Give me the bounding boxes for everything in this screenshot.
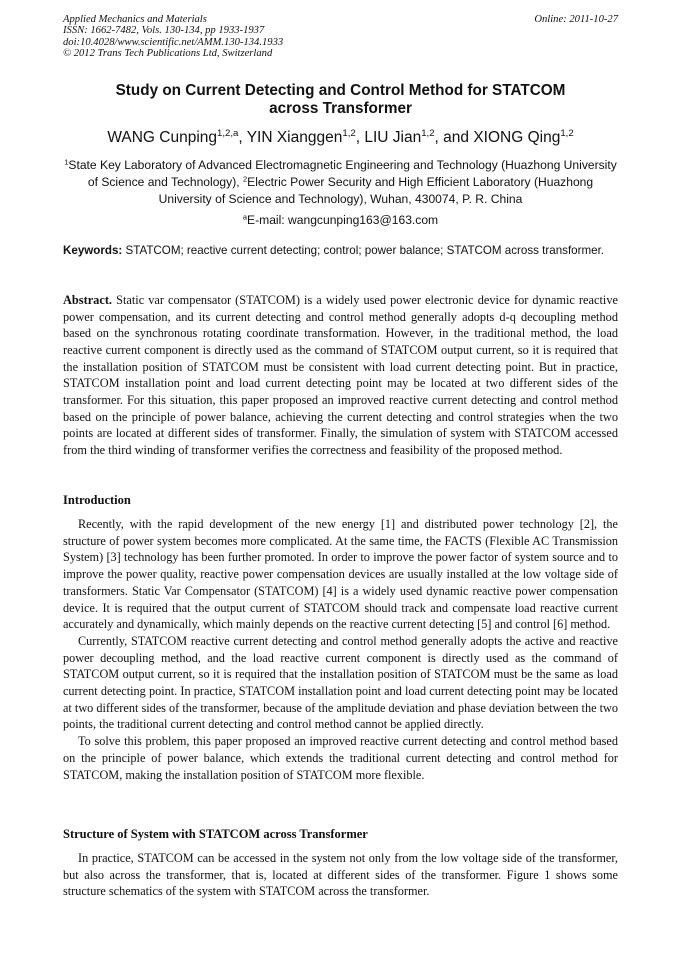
issn-line: ISSN: 1662-7482, Vols. 130-134, pp 1933-1937 (63, 25, 265, 37)
author-separator: , (238, 129, 247, 146)
keywords-label: Keywords: (63, 244, 123, 257)
author-name: LIU Jian (364, 129, 422, 146)
keywords-text: STATCOM; reactive current detecting; control; power balance; STATCOM across transformer. (125, 244, 605, 257)
author-name: XIONG Qing (473, 129, 561, 146)
title-line-2: across Transformer (269, 100, 412, 117)
author-affiliation-mark: 1,2,a (217, 128, 239, 140)
author-list (63, 128, 618, 148)
journal-name: Applied Mechanics and Materials (63, 14, 207, 25)
affiliation-mark-2: 2 (242, 174, 248, 184)
paper-title (63, 82, 618, 118)
abstract-label: Abstract. (63, 293, 113, 307)
paragraph: To solve this problem, this paper proposed an improved reactive current detecting and control method based on the principle of power balance, which extends the traditional current detecting and control method for STATCOM, making the installation position of STATCOM more flexible. (63, 734, 618, 782)
author-separator: , (355, 129, 365, 146)
title-line-1: Study on Current Detecting and Control Method for STATCOM (115, 82, 566, 99)
section-heading-introduction: Introduction (63, 493, 131, 507)
author-name: YIN Xianggen (246, 129, 343, 146)
author-affiliation-mark: 1,2 (342, 128, 356, 140)
author-affiliation-mark: 1,2 (421, 128, 435, 140)
online-date: Online: 2011-10-27 (534, 14, 618, 25)
structure-body (63, 850, 618, 900)
author-affiliation-mark: 1,2 (560, 128, 574, 140)
introduction-body (63, 516, 618, 783)
publication-header (63, 14, 618, 59)
abstract-text: Static var compensator (STATCOM) is a widely used power electronic device for dynamic reactive power compensation, and its current detecting and control method generally adopts d-q decoupling method based on the synchronous rotating coordinate transformation. However, in the traditional method, the load reactive current component is directly used as the command of STATCOM output current, so it is required that the installation position of STATCOM must be consistent with load current detecting point. But in practice, STATCOM installation point and load current detecting point may be located at two different sides of the transformer. For this situation, this paper proposed an improved reactive current detecting and control method based on the principle of power balance, achieving the current detecting and control strategies when the two points are located at different sides of transformer. Finally, the simulation of system with STATCOM accessed from the third winding of transformer verifies the correctness and feasibility of the proposed method. (63, 293, 618, 457)
email-address: E-mail: wangcunping163@163.com (247, 213, 439, 228)
copyright-line: © 2012 Trans Tech Publications Ltd, Switzerland (63, 47, 273, 59)
affiliation-2: Electric Power Security and High Efficient Laboratory (Huazhong University of Science and Technology), Wuhan, 430074, P. R. China (158, 174, 594, 206)
affiliation-1: State Key Laboratory of Advanced Electromagnetic Engineering and Technology (Huazhong University of Science and Technology), (68, 158, 617, 189)
email-line (63, 212, 618, 229)
section-heading-structure: Structure of System with STATCOM across Transformer (63, 827, 368, 841)
affiliations (63, 157, 618, 229)
keywords (63, 243, 618, 260)
author-name: WANG Cunping (107, 129, 218, 146)
email-mark: a (242, 212, 248, 222)
author-separator: , and (434, 129, 474, 146)
paragraph: In practice, STATCOM can be accessed in the system not only from the low voltage side of the transformer, but also across the transformer, that is, located at different sides of the transformer. Figure 1 shows some structure schematics of the system with STATCOM across the transformer. (63, 851, 618, 899)
doi-line: doi:10.4028/www.scientific.net/AMM.130-134.1933 (63, 36, 284, 48)
abstract (63, 292, 618, 459)
affiliation-mark-1: 1 (64, 157, 69, 167)
paragraph: Recently, with the rapid development of the new energy [1] and distributed power technology [2], the structure of power system becomes more complicated. At the same time, the FACTS (Flexible AC Transmission System) [3] technology has been further promoted. In order to improve the power factor of system source and to improve the power quality, reactive power compensation devices are usually installed at the low voltage side of transformers. Static Var Compensator (STATCOM) [4] is a widely used dynamic reactive power compensation device. It is required that the output current of STATCOM should track and compensate load reactive current accurately and dynamically, which mainly depends on the reactive current detecting [5] and control [6] method. (63, 517, 618, 632)
paragraph: Currently, STATCOM reactive current detecting and control method generally adopts the active and reactive power decoupling method, and the load reactive current component is directly used as the command of STATCOM output current, so it is required that the installation position of STATCOM must be the same as load current detecting point. In practice, STATCOM installation point and load current detecting point may be located at two different sides of the transformer, because of the amplitude deviation and phase deviation between the two points, the traditional current detecting and control method cannot be applied directly. (63, 633, 618, 732)
